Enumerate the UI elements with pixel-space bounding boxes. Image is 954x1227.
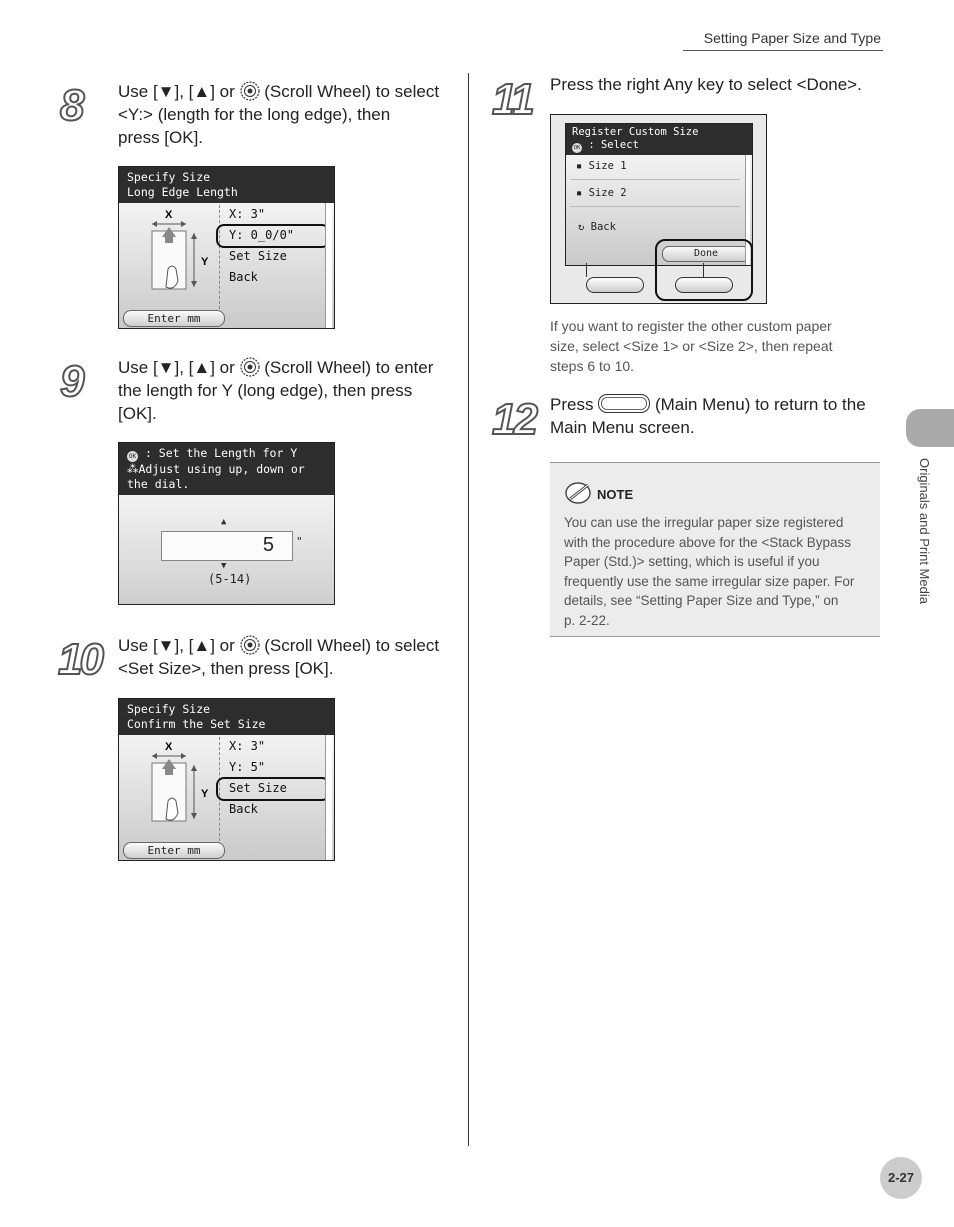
running-header: Setting Paper Size and Type (703, 30, 881, 46)
menu-item-back[interactable]: Back (229, 802, 258, 816)
step-text: Use [▼], [▲] or (Scroll Wheel) to enter the length for Y (long edge), then press [OK]. (118, 358, 434, 423)
note-heading: NOTE (597, 487, 634, 502)
scroll-wheel-icon (240, 81, 260, 101)
svg-text:X: X (165, 741, 173, 753)
paper-diagram-icon (144, 209, 224, 304)
selection-highlight (216, 224, 330, 248)
svg-text:X: X (165, 209, 173, 221)
lcd-body (119, 495, 334, 605)
column-divider (468, 73, 469, 1146)
selection-highlight (655, 239, 753, 301)
main-menu-key-icon (598, 394, 650, 413)
menu-item-x[interactable]: X: 3" (229, 207, 266, 221)
ok-icon: OK (128, 453, 137, 460)
done-softkey-label[interactable]: Done (662, 246, 750, 262)
length-input[interactable]: 5 (161, 531, 293, 561)
device-panel (550, 114, 767, 304)
step-text: Use [▼], [▲] or (Scroll Wheel) to select <Y:> (length for the long edge), then press [OK]. (118, 82, 440, 147)
key-connector (586, 263, 587, 277)
menu-item-y[interactable]: Y: 0_0/0" (229, 228, 295, 242)
menu-item-set-size[interactable]: Set Size (229, 249, 287, 263)
chapter-tab (906, 409, 954, 447)
enter-mm-button[interactable]: Enter mm (123, 310, 225, 327)
page-number: 2-27 (880, 1157, 922, 1199)
menu-item-y[interactable]: Y: 5" (229, 760, 266, 774)
info-paragraph: If you want to register the other custom paper size, select <Size 1> or <Size 2>, then repeat steps 6 to 10. (550, 318, 833, 374)
step-text: Use [▼], [▲] or (Scroll Wheel) to select <Set Size>, then press [OK]. (118, 636, 440, 678)
menu-item-size-1[interactable]: ▪ Size 1 (576, 160, 627, 172)
step-number: 8 (60, 81, 82, 130)
lcd-title-bar: Specify Size Confirm the Set Size (119, 699, 334, 735)
step-number: 11 (492, 75, 532, 124)
scrollbar[interactable] (325, 203, 332, 329)
ok-icon: OK (573, 145, 581, 151)
lcd-screen-set-length (118, 442, 335, 605)
pencil-note-icon (564, 481, 594, 505)
return-icon: ↻ (578, 221, 585, 233)
header-rule (683, 50, 883, 51)
lcd-screen-long-edge (118, 166, 335, 329)
enter-mm-button[interactable]: Enter mm (123, 842, 225, 859)
range-label: (5-14) (208, 572, 252, 586)
selection-highlight (216, 777, 330, 801)
svg-text:Y: Y (201, 256, 209, 268)
svg-text:Y: Y (201, 788, 209, 800)
step-number: 12 (492, 395, 535, 444)
scrollbar[interactable] (325, 735, 332, 861)
menu-item-x[interactable]: X: 3" (229, 739, 266, 753)
step-number: 10 (58, 635, 101, 684)
lcd-body (119, 203, 334, 329)
lcd-title-bar: Register Custom Size OK : Select (566, 124, 752, 155)
note-box (550, 462, 880, 637)
menu-item-size-2[interactable]: ▪ Size 2 (576, 187, 627, 199)
divider (570, 179, 740, 180)
step-text: Press the right Any key to select <Done>. (550, 75, 862, 94)
note-body: You can use the irregular paper size registered with the procedure above for the <Stack Bypass Paper (Std.)> setting, which is useful if you frequently use the same irregular size paper. For details, see “Setting Paper Size and Type,” on p. 2-22. (564, 515, 855, 628)
bullet-icon: ▪ (576, 187, 583, 199)
lcd-title-bar: OK : Set the Length for Y ⁂Adjust using up, down or the dial. (119, 443, 334, 495)
left-any-key[interactable] (586, 277, 644, 293)
divider (219, 205, 221, 309)
step-text: Press (Main Menu) to return to the Main Menu screen. (550, 395, 866, 437)
chapter-label: Originals and Print Media (917, 458, 932, 604)
scroll-wheel-icon (240, 635, 260, 655)
down-arrow-icon[interactable]: ▼ (221, 561, 227, 571)
lcd-screen-confirm-size (118, 698, 335, 861)
menu-item-set-size[interactable]: Set Size (229, 781, 287, 795)
lcd-body (119, 735, 334, 861)
menu-item-back[interactable]: Back (229, 270, 258, 284)
up-arrow-icon[interactable]: ▲ (221, 517, 227, 527)
lcd-title-bar: Specify Size Long Edge Length (119, 167, 334, 203)
bullet-icon: ▪ (576, 160, 583, 172)
dial-icon: ⁂ (127, 462, 139, 476)
scroll-wheel-icon (240, 357, 260, 377)
back-item[interactable]: ↻ Back (578, 221, 616, 233)
paper-diagram-icon (144, 741, 224, 836)
divider (570, 206, 740, 207)
unit-label: " (296, 535, 303, 548)
step-number: 9 (60, 357, 82, 406)
